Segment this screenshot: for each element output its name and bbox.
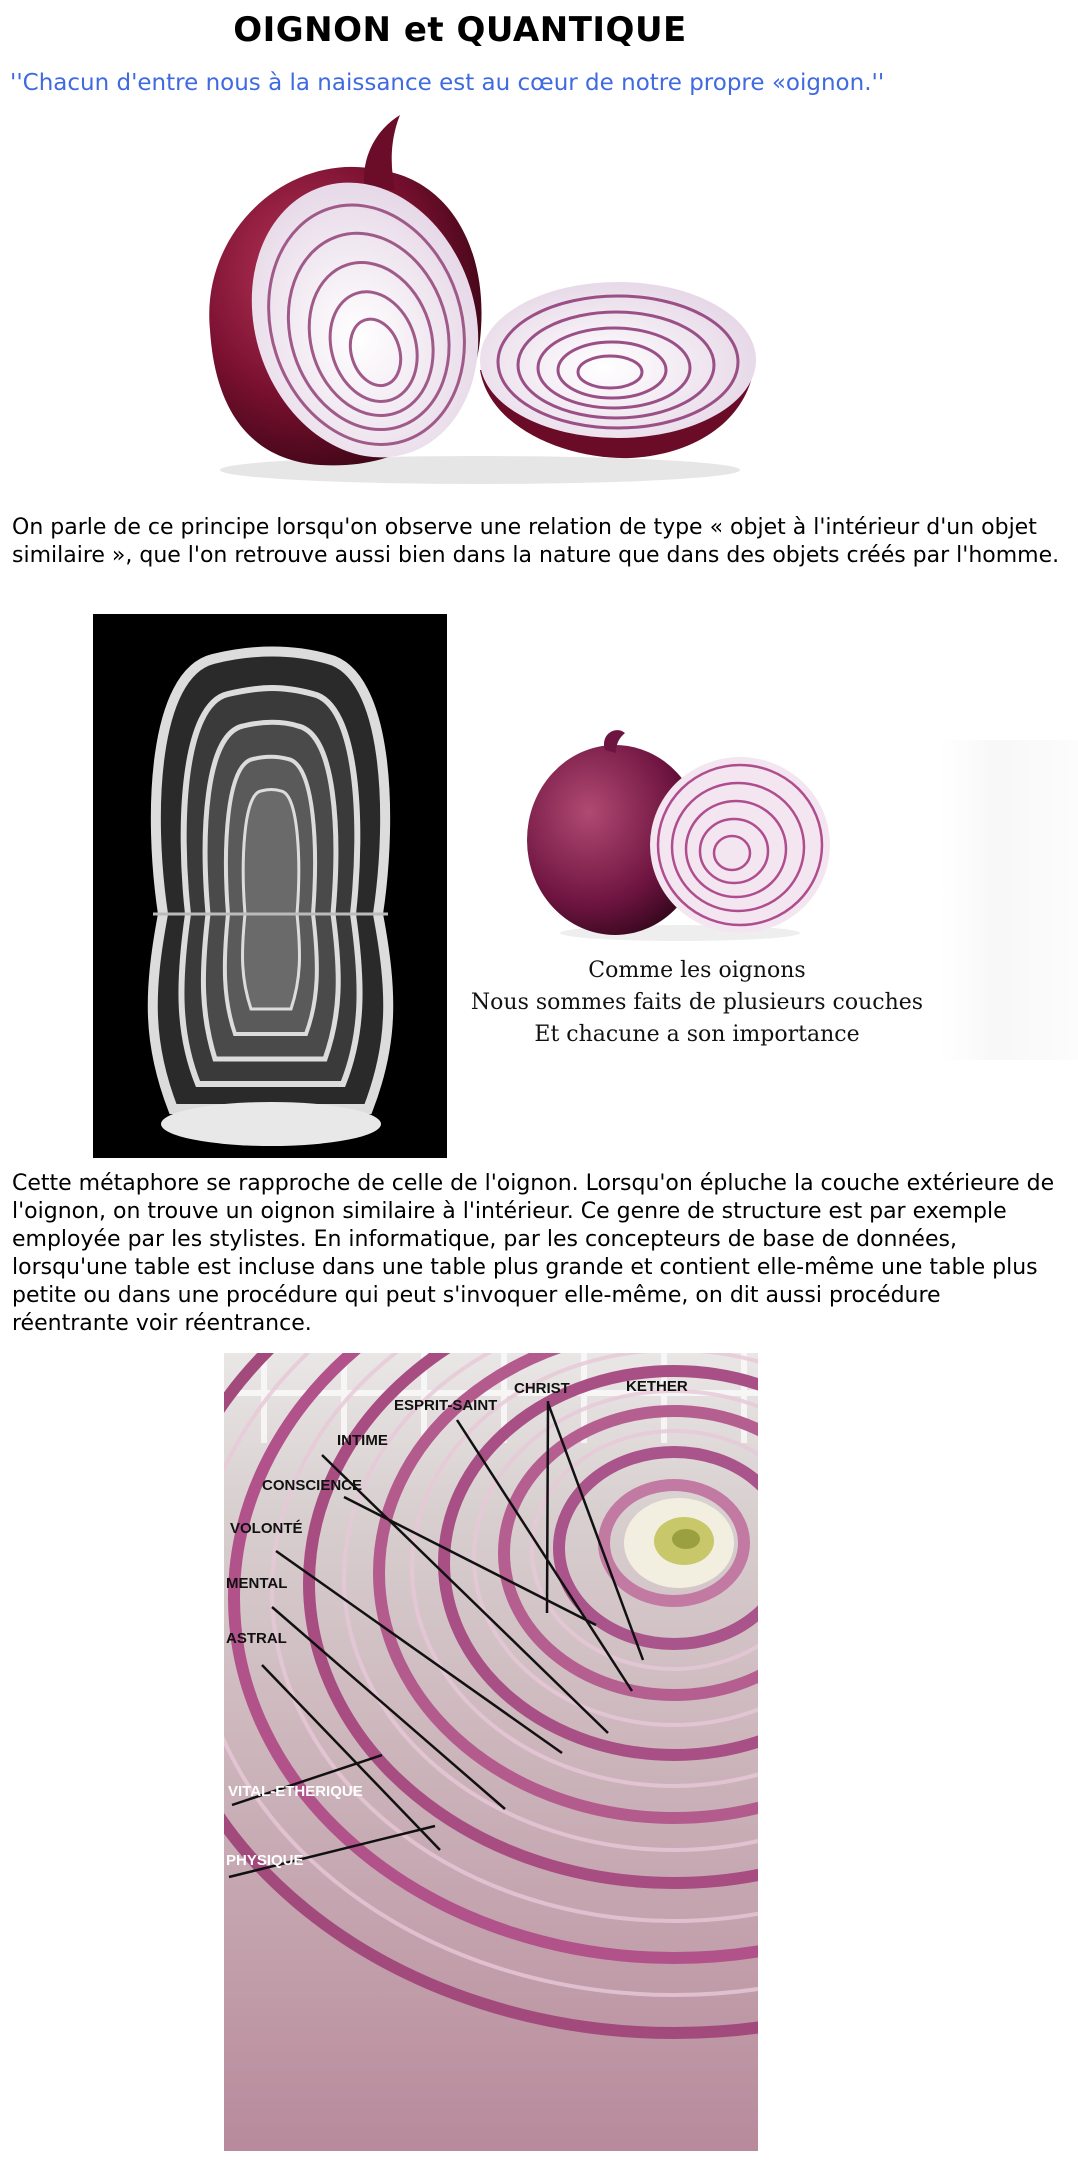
label-mental: MENTAL xyxy=(226,1575,288,1592)
label-conscience: CONSCIENCE xyxy=(262,1477,363,1494)
caption-line-1: Comme les oignons xyxy=(588,958,806,983)
onion-caption xyxy=(452,955,942,1051)
red-onion-halves-image xyxy=(150,110,760,490)
label-volonte: VOLONTÉ xyxy=(230,1520,303,1537)
caption-line-2: Nous sommes faits de plusieurs couches xyxy=(470,990,924,1015)
label-intime: INTIME xyxy=(337,1432,388,1449)
faint-background-image xyxy=(940,740,1078,1060)
quote-text: ''Chacun d'entre nous à la naissance est au cœur de notre propre «oignon.'' xyxy=(10,70,885,96)
label-christ: CHRIST xyxy=(514,1380,570,1397)
intro-paragraph: On parle de ce principe lorsqu'on observe une relation de type « objet à l'intérieur d'un objet similaire », que l'on retrouve aussi bien dans la nature que dans des objets créés par l'homme. xyxy=(12,515,1060,568)
onion-layers-diagram xyxy=(224,1353,758,2151)
label-physique: PHYSIQUE xyxy=(226,1852,304,1869)
metaphor-paragraph: Cette métaphore se rapproche de celle de l'oignon. Lorsqu'on épluche la couche extérieure de l'oignon, on trouve un oignon similaire à l'intérieur. Ce genre de structure est par exemple employée par les stylistes. En informatique, par les concepteurs de base de données, lorsqu'une table est incluse dans une table plus grande et contient elle-même une table plus petite ou dans une procédure qui peut s'invoquer elle-même, on dit aussi procédure réentrante voir réentrance. xyxy=(12,1171,1055,1336)
xray-nesting-dolls-image xyxy=(93,614,447,1158)
label-esprit-saint: ESPRIT-SAINT xyxy=(394,1397,498,1414)
page-title: OIGNON et QUANTIQUE xyxy=(233,10,687,50)
label-astral: ASTRAL xyxy=(226,1630,287,1647)
label-vital-etherique: VITAL-ETHERIQUE xyxy=(228,1783,363,1800)
caption-line-3: Et chacune a son importance xyxy=(534,1022,860,1047)
label-kether: KETHER xyxy=(626,1378,688,1395)
red-onion-small-image xyxy=(520,725,840,945)
